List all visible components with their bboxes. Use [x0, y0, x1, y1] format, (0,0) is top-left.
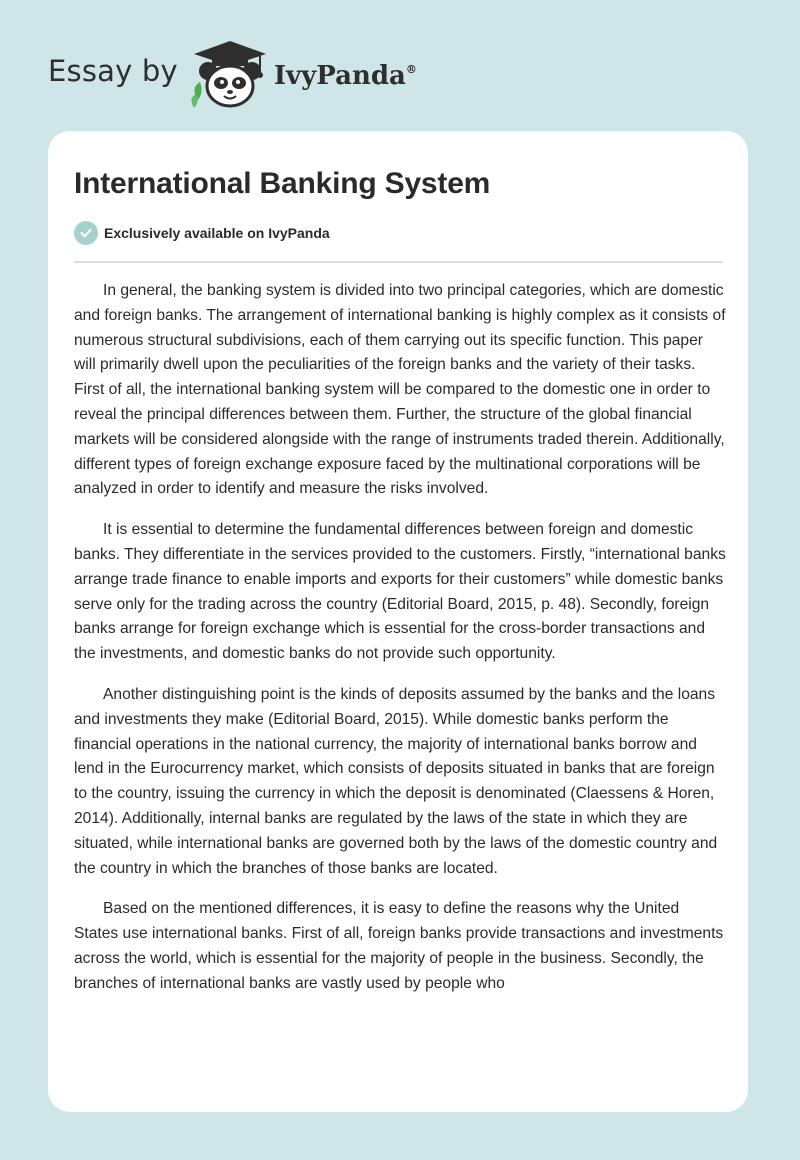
paragraph: Based on the mentioned differences, it is easy to define the reasons why the United States use international banks. First of all, foreign banks provide transactions and investments across the world, which is essential for the majority of people in the business. Secondly, the branches of international banks are vastly used by people who — [74, 900, 724, 992]
panda-logo-icon[interactable] — [188, 38, 272, 110]
page-title: International Banking System — [74, 167, 491, 200]
essay-card — [48, 131, 748, 1112]
registered-mark: ® — [405, 63, 417, 76]
paragraph: Another distinguishing point is the kinds of deposits assumed by the banks and the loans and investments they make (Editorial Board, 2015). While domestic banks perform the financial operations in the national currency, the majority of international banks borrow and lend in the Eurocurrency market, which consists of deposits situated in banks that are foreign to the country, issuing the currency in which the deposit is denominated (Claessens & Horen, 2014). Additionally, internal banks are regulated by the laws of the state in which they are situated, while international banks are governed both by the laws of the domestic country and the country in which the branches of those banks are located. — [74, 685, 718, 877]
brand-name-text: IvyPanda — [273, 61, 406, 91]
paragraph: In general, the banking system is divided into two principal categories, which are domestic and foreign banks. The arrangement of international banking is highly complex as it consists of numerous structural subdivisions, each of them carrying out its specific function. This paper will primarily dwell upon the peculiarities of the foreign banks and the variety of their tasks. First of all, the international banking system will be compared to the domestic one in order to reveal the principal differences between them. Further, the structure of the global financial markets will be considered alongside with the range of instruments traded therein. Additionally, different types of foreign exchange exposure faced by the multinational corporations will be analyzed in order to identify and measure the risks involved. — [74, 282, 726, 498]
exclusive-badge — [74, 221, 330, 245]
site-header — [48, 38, 508, 110]
essay-body — [74, 279, 726, 1013]
exclusive-label: Exclusively available on IvyPanda — [104, 225, 330, 241]
ivypanda-wordmark[interactable] — [274, 61, 417, 91]
check-icon — [74, 221, 98, 245]
essay-by-label: Essay by — [48, 54, 178, 88]
paragraph: It is essential to determine the fundamental differences between foreign and domestic banks. They differentiate in the services provided to the customers. Firstly, “international banks arrange trade finance to enable imports and exports for their customers” while domestic banks serve only for the trading across the country (Editorial Board, 2015, p. 48). Secondly, foreign banks arrange for foreign exchange which is essential for the cross-border transactions and the investments, and domestic banks do not provide such opportunity. — [74, 521, 726, 663]
divider — [74, 261, 723, 263]
